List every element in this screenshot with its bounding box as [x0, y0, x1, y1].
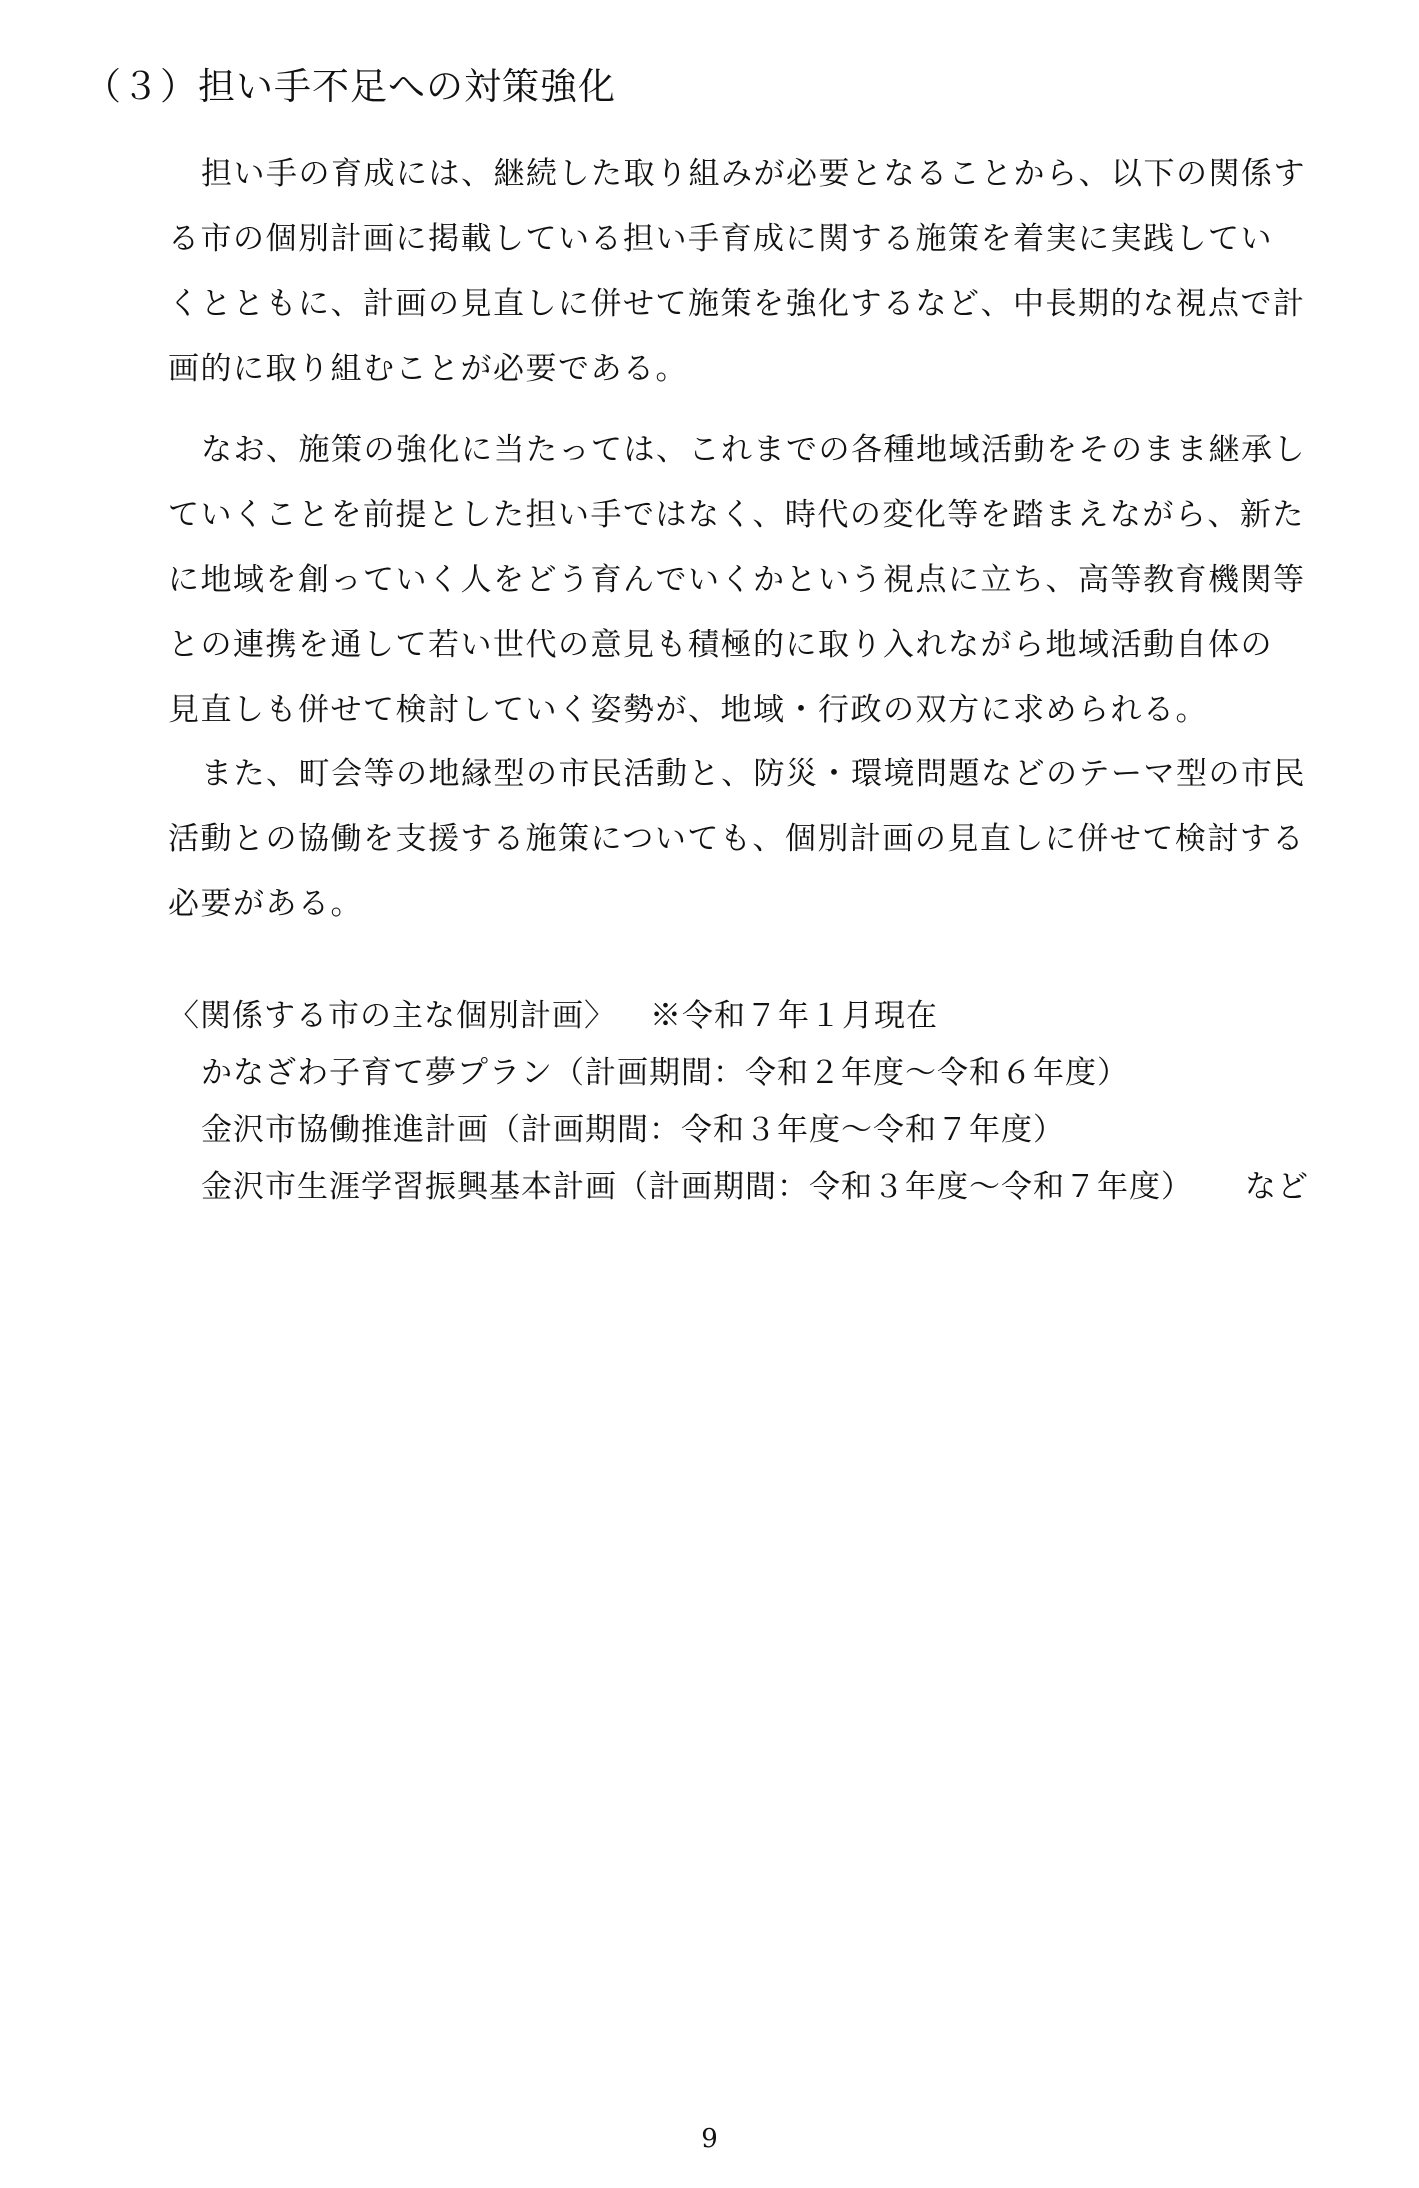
plans-title: 〈関係する市の主な個別計画〉 [168, 998, 616, 1034]
plan-item: 金沢市協働推進計画（計画期間：令和３年度～令和７年度） [201, 1112, 1065, 1148]
plans-header [168, 988, 1309, 1045]
plan-item [168, 1159, 1309, 1216]
section-heading: （３）担い手不足への対策強化 [84, 65, 616, 108]
paragraph-line: また、町会等の地縁型の市民活動と、防災・環境問題などのテーマ型の市民 [201, 756, 1306, 792]
plans-suffix: など [1245, 1169, 1309, 1205]
paragraph-line: くとともに、計画の見直しに併せて施策を強化するなど、中長期的な視点で計 [168, 286, 1306, 322]
plan-item-text: 金沢市生涯学習振興基本計画（計画期間：令和３年度～令和７年度） [201, 1169, 1193, 1205]
page-number: 9 [701, 2124, 718, 2154]
paragraph-2 [168, 418, 1328, 743]
paragraph-line: に地域を創っていく人をどう育んでいくかという視点に立ち、高等教育機関等 [168, 562, 1306, 598]
paragraph-line: 必要がある。 [168, 886, 363, 922]
paragraph-line: との連携を通して若い世代の意見も積極的に取り入れながら地域活動自体の [168, 627, 1273, 663]
plan-item: かなざわ子育て夢プラン（計画期間：令和２年度～令和６年度） [201, 1055, 1129, 1091]
paragraph-line: ていくことを前提とした担い手ではなく、時代の変化等を踏まえながら、新た [168, 497, 1305, 533]
paragraph-line: 画的に取り組むことが必要である。 [168, 351, 688, 387]
plans-date-note: ※令和７年１月現在 [650, 998, 938, 1034]
paragraph-line: なお、施策の強化に当たっては、これまでの各種地域活動をそのまま継承し [201, 432, 1306, 468]
paragraph-3 [168, 742, 1328, 937]
related-plans-list [168, 988, 1309, 1216]
paragraph-1 [168, 142, 1328, 402]
paragraph-line: 活動との協働を支援する施策についても、個別計画の見直しに併せて検討する [168, 821, 1305, 857]
paragraph-line: 見直しも併せて検討していく姿勢が、地域・行政の双方に求められる。 [168, 692, 1208, 728]
paragraph-line: る市の個別計画に掲載している担い手育成に関する施策を着実に実践してい [168, 221, 1273, 257]
paragraph-line: 担い手の育成には、継続した取り組みが必要となることから、以下の関係す [201, 156, 1306, 192]
